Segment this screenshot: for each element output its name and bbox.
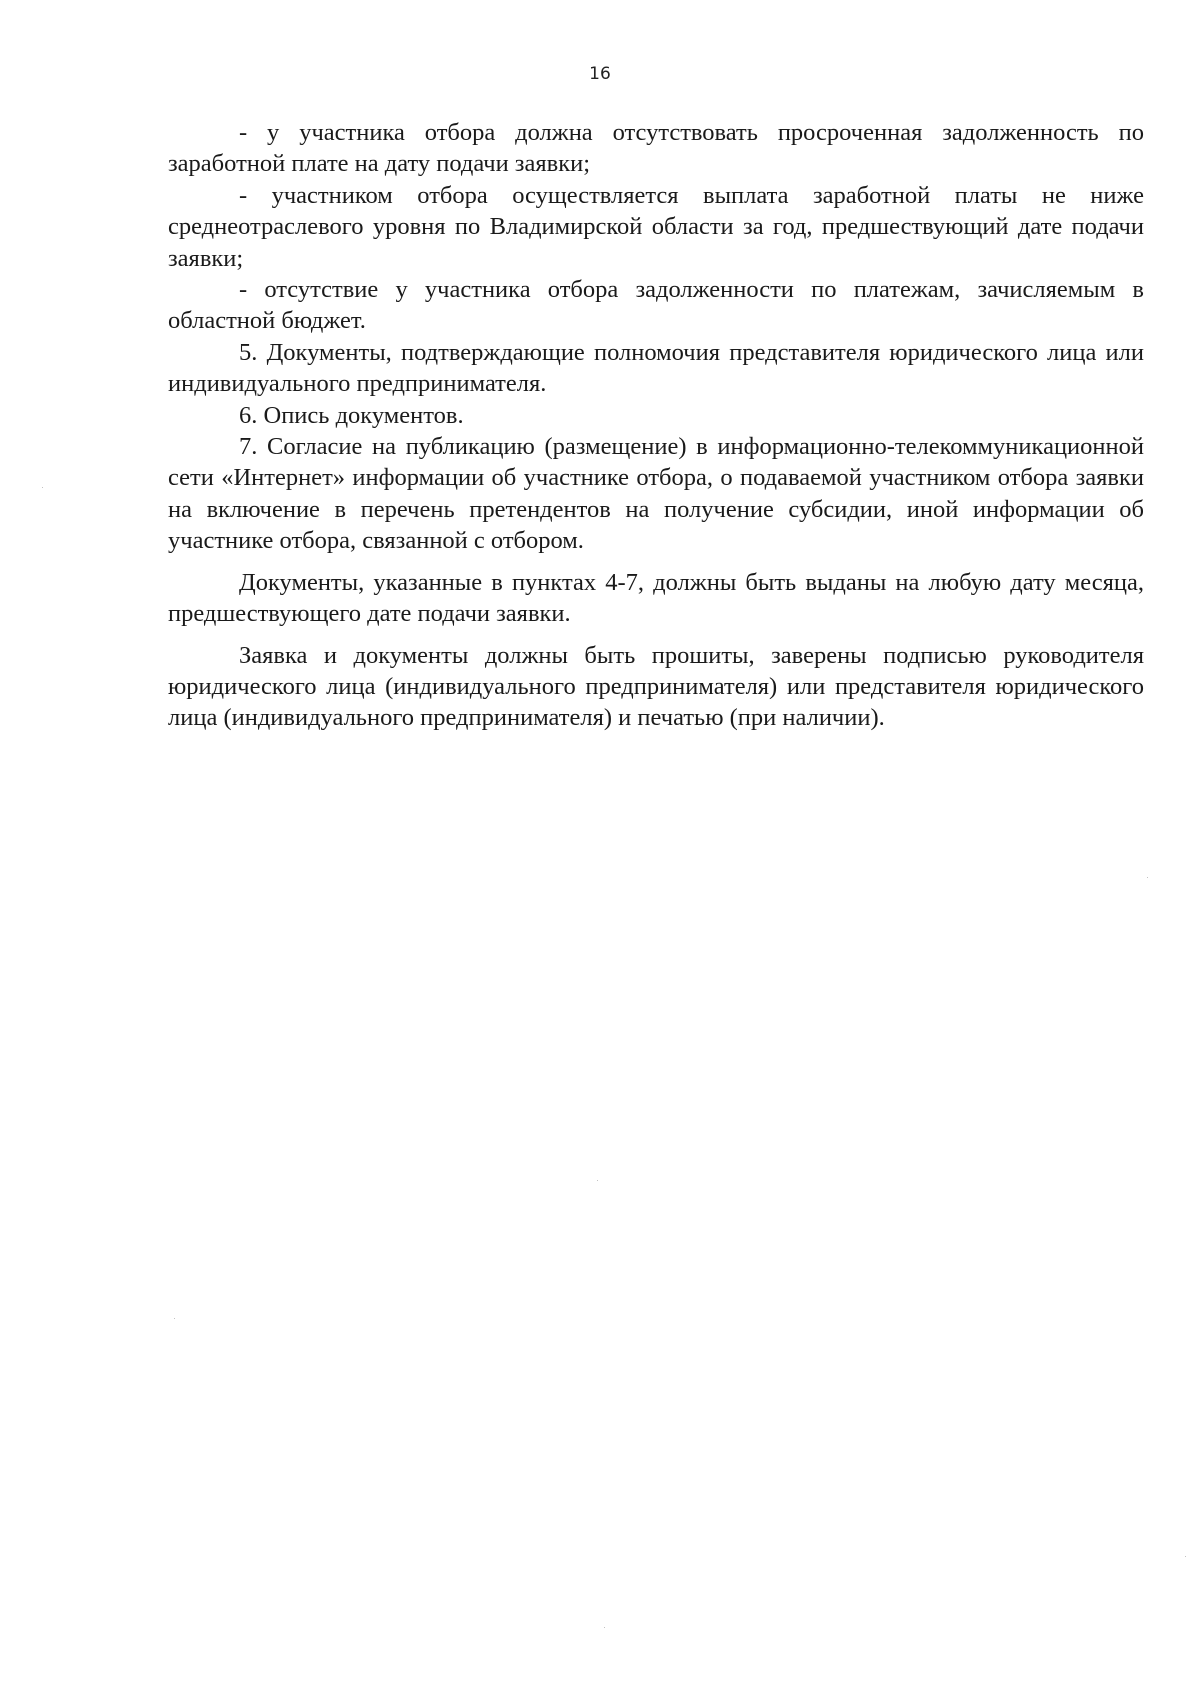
paragraph-binding-requirements: Заявка и документы должны быть прошиты, заверены подписью руководителя юридического лица (индивидуального предпринимателя) или представителя юридического лица (индивидуального предпринимателя) и печатью (при наличии). — [168, 641, 1144, 732]
scan-speck — [604, 1627, 605, 1628]
scan-speck — [597, 1180, 598, 1181]
scan-speck — [1147, 877, 1148, 878]
paragraph-wage-arrears: - у участника отбора должна отсутствовать просроченная задолженность по заработной плате на дату подачи заявки; — [168, 119, 1144, 178]
paragraph-budget-debt: - отсутствие у участника отбора задолженности по платежам, зачисляемым в областной бюджет. — [168, 276, 1144, 335]
page-number: 16 — [589, 64, 611, 84]
paragraph-item-7: 7. Согласие на публикацию (размещение) в информационно-телекоммуникационной сети «Интернет» информации об участнике отбора, о подаваемой участником отбора заявки на включение в перечень претендентов на получение субсидии, иной информации об участнике отбора, связанной с отбором. — [168, 433, 1144, 555]
paragraph-item-5: 5. Документы, подтверждающие полномочия представителя юридического лица или индивидуального предпринимателя. — [168, 338, 1144, 398]
scan-speck — [1185, 1556, 1186, 1557]
document-body — [168, 117, 1144, 734]
paragraph-item-6: 6. Опись документов. — [239, 401, 464, 429]
paragraph-documents-date: Документы, указанные в пунктах 4-7, должны быть выданы на любую дату месяца, предшествующего дате подачи заявки. — [168, 568, 1144, 628]
scan-speck — [174, 1318, 175, 1319]
paragraph-wage-level: - участником отбора осуществляется выплата заработной платы не ниже среднеотраслевого уровня по Владимирской области за год, предшествующий дате подачи заявки; — [168, 181, 1144, 272]
scan-speck — [42, 487, 43, 488]
